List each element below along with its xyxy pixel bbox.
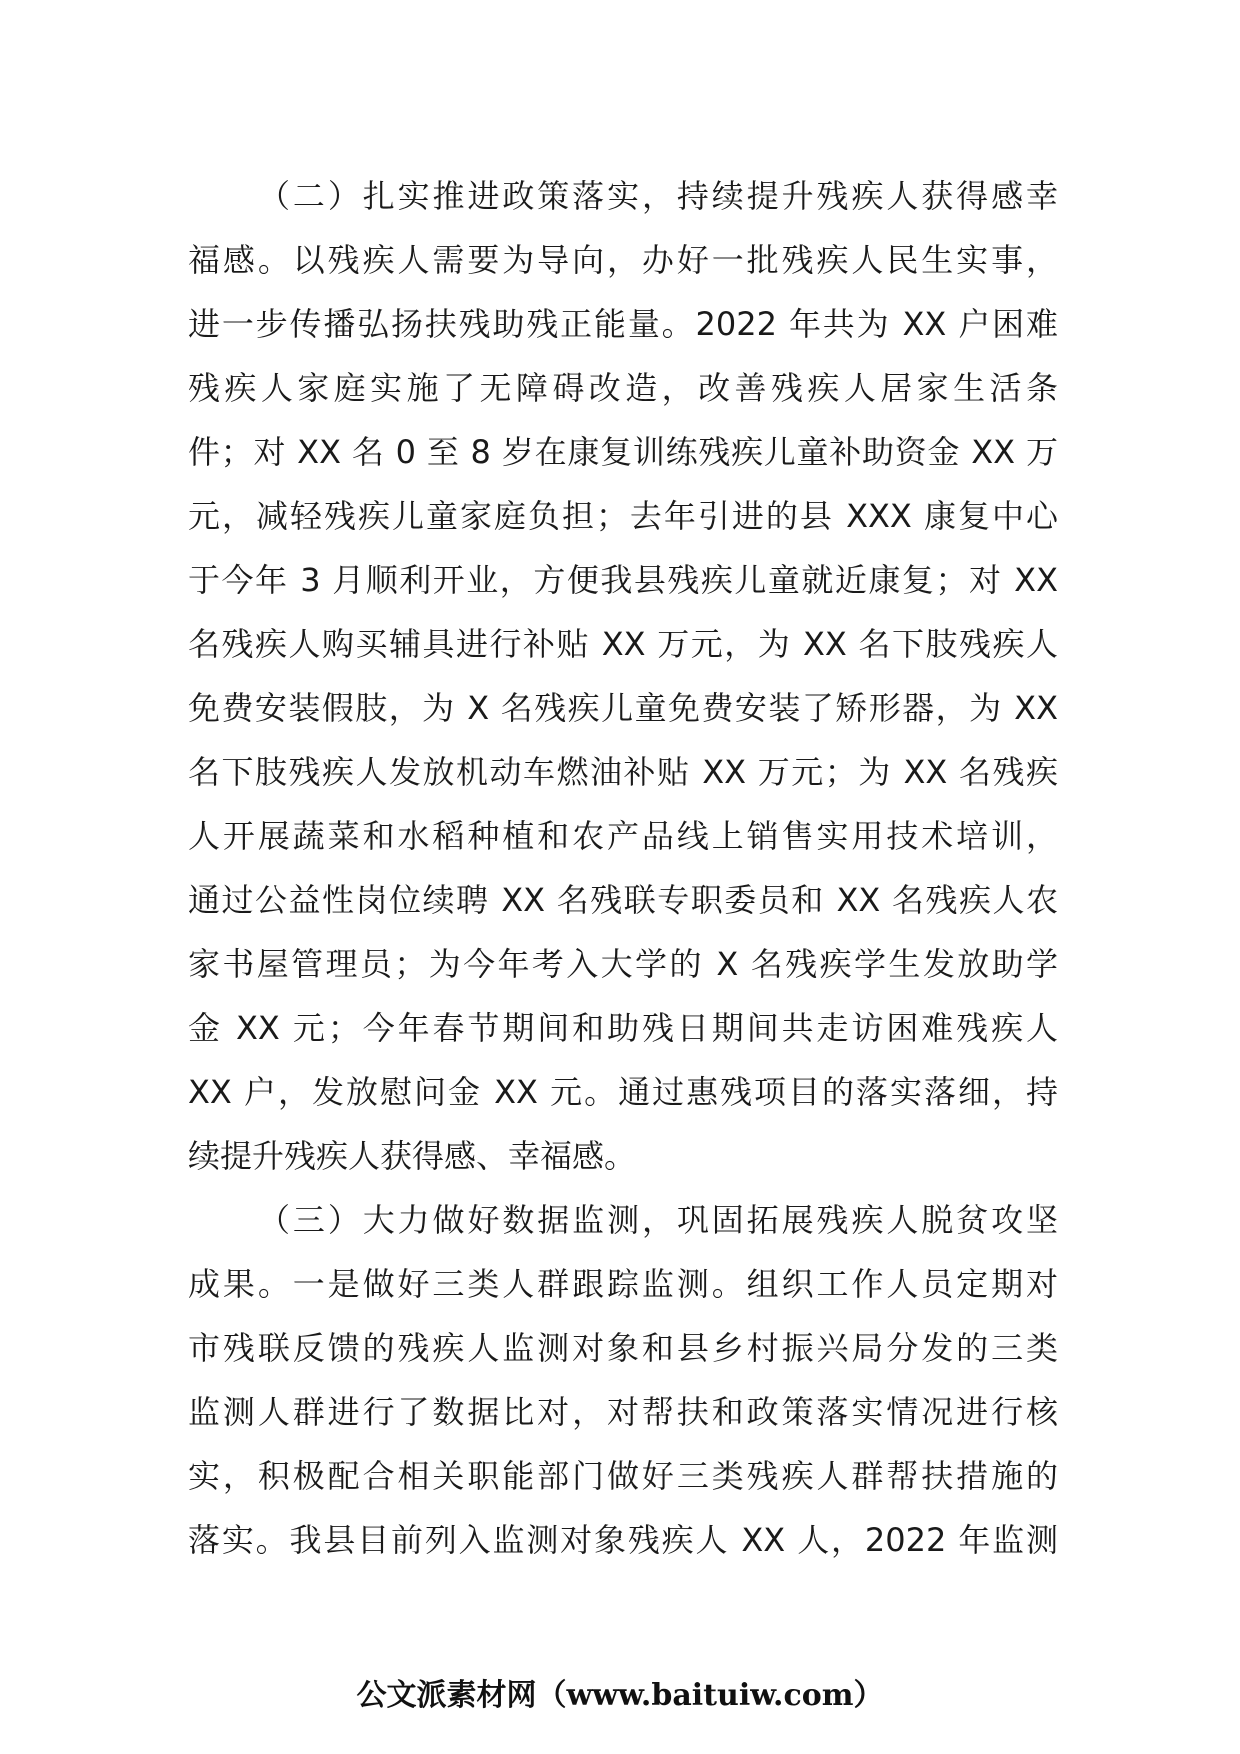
text-line: 元，减轻残疾儿童家庭负担；去年引进的县 XXX 康复中心 <box>188 497 1058 535</box>
paragraph-policy-implementation <box>188 164 1058 1188</box>
text-line: 福感。以残疾人需要为导向，办好一批残疾人民生实事， <box>188 241 1058 279</box>
text-line: 进一步传播弘扬扶残助残正能量。2022 年共为 XX 户困难 <box>188 305 1058 343</box>
text-line: （三）大力做好数据监测，巩固拓展残疾人脱贫攻坚 <box>258 1201 1058 1239</box>
text-line: 名残疾人购买辅具进行补贴 XX 万元，为 XX 名下肢残疾人 <box>188 625 1058 663</box>
text-line: 通过公益性岗位续聘 XX 名残联专职委员和 XX 名残疾人农 <box>188 881 1058 919</box>
text-line: 金 XX 元；今年春节期间和助残日期间共走访困难残疾人 <box>188 1009 1058 1047</box>
text-line: 市残联反馈的残疾人监测对象和县乡村振兴局分发的三类 <box>188 1329 1058 1367</box>
text-line: 于今年 3 月顺利开业，方便我县残疾儿童就近康复；对 XX <box>188 561 1058 599</box>
text-line: 成果。一是做好三类人群跟踪监测。组织工作人员定期对 <box>188 1265 1058 1303</box>
text-line: 续提升残疾人获得感、幸福感。 <box>188 1137 637 1175</box>
text-line: XX 户，发放慰问金 XX 元。通过惠残项目的落实落细，持 <box>188 1073 1058 1111</box>
text-line: 免费安装假肢，为 X 名残疾儿童免费安装了矫形器，为 XX <box>188 689 1058 727</box>
text-line: 落实。我县目前列入监测对象残疾人 XX 人，2022 年监测 <box>188 1521 1058 1559</box>
text-line: 实，积极配合相关职能部门做好三类残疾人群帮扶措施的 <box>188 1457 1058 1495</box>
paragraph-data-monitoring <box>188 1188 1058 1572</box>
text-line: 家书屋管理员；为今年考入大学的 X 名残疾学生发放助学 <box>188 945 1058 983</box>
text-line: （二）扎实推进政策落实，持续提升残疾人获得感幸 <box>258 177 1058 215</box>
text-line: 名下肢残疾人发放机动车燃油补贴 XX 万元；为 XX 名残疾 <box>188 753 1058 791</box>
text-line: 件；对 XX 名 0 至 8 岁在康复训练残疾儿童补助资金 XX 万 <box>188 433 1058 471</box>
page-footer-watermark: 公文派素材网（www.baituiw.com） <box>356 1678 884 1713</box>
text-line: 监测人群进行了数据比对，对帮扶和政策落实情况进行核 <box>188 1393 1058 1431</box>
document-body <box>188 164 1058 1572</box>
text-line: 残疾人家庭实施了无障碍改造，改善残疾人居家生活条 <box>188 369 1058 407</box>
text-line: 人开展蔬菜和水稻种植和农产品线上销售实用技术培训， <box>188 817 1058 855</box>
